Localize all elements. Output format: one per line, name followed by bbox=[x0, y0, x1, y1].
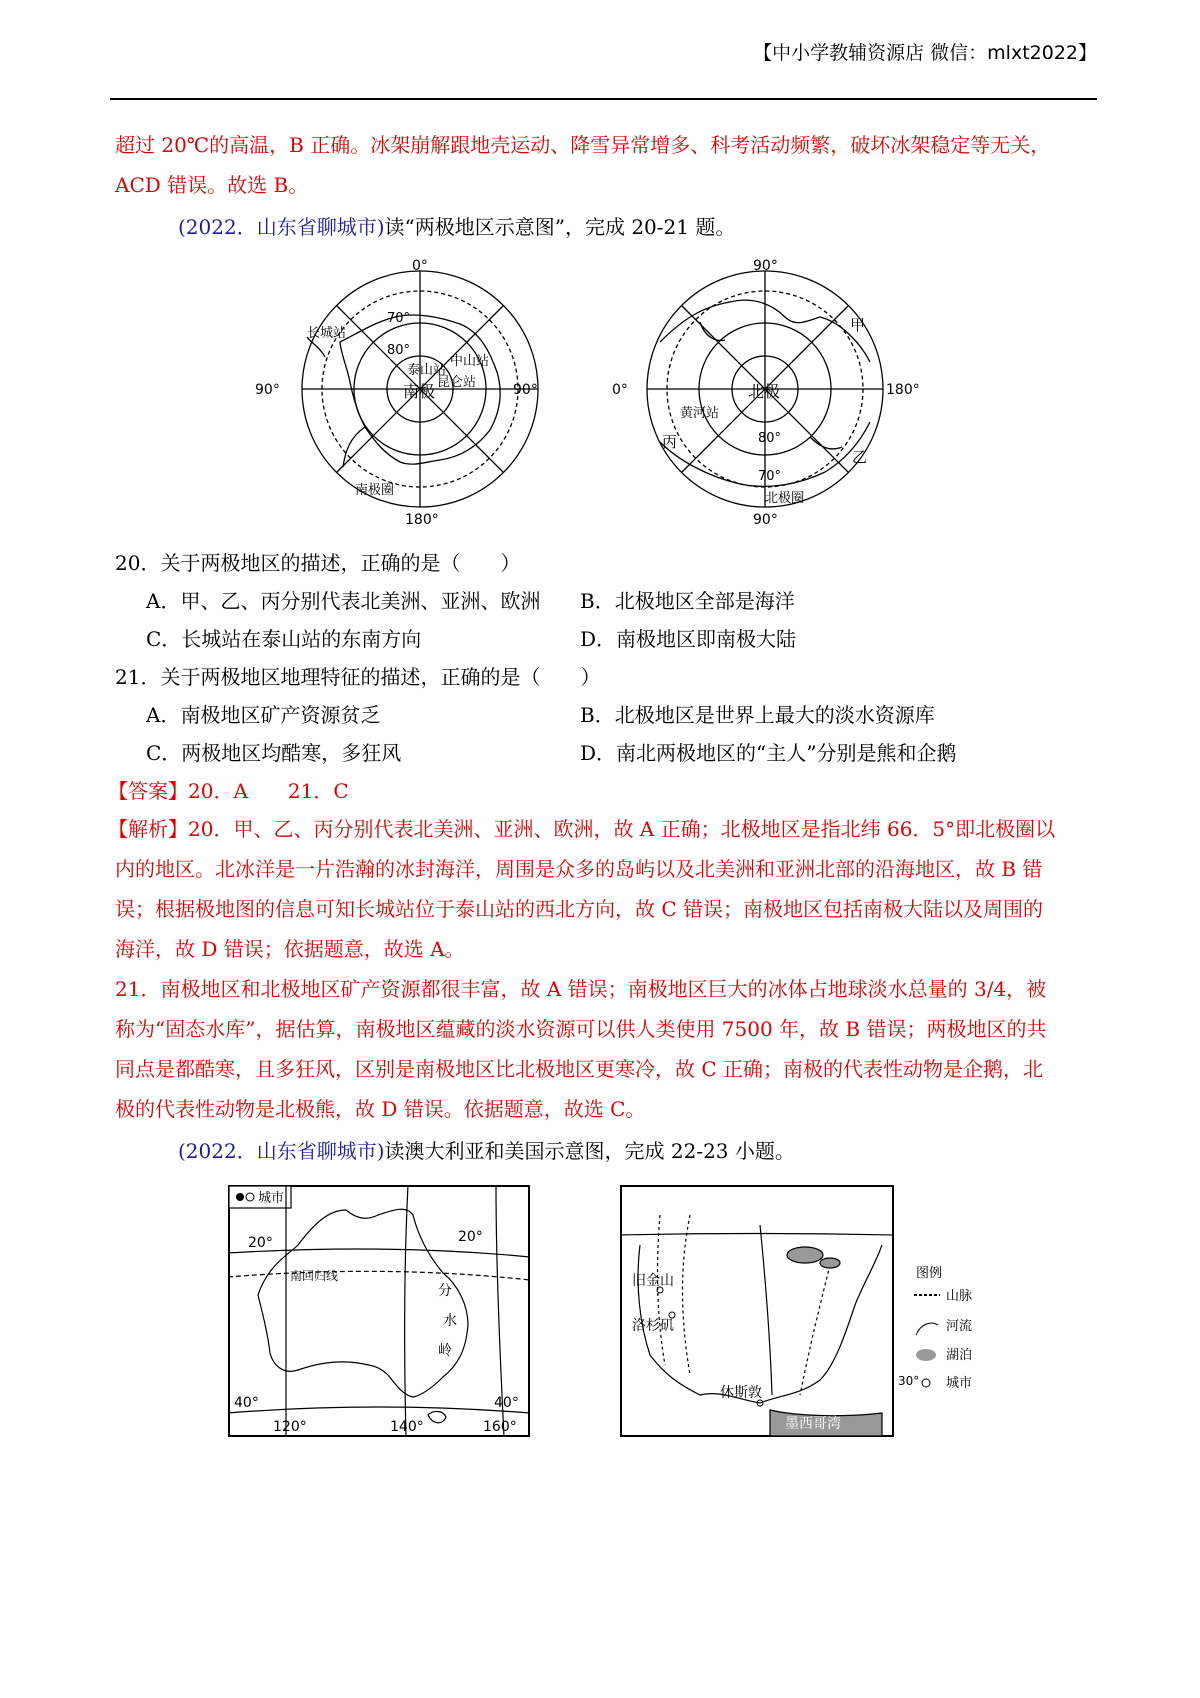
north-label-top: 90° bbox=[753, 258, 778, 274]
station-zhongshan: 中山站 bbox=[450, 354, 490, 369]
intro-source: (2022．山东省聊城市) bbox=[178, 215, 385, 239]
us-legend-city: 城市 bbox=[946, 1376, 973, 1391]
north-lat80: 80° bbox=[758, 431, 782, 446]
analysis-line-1 bbox=[108, 814, 1055, 844]
q21-option-d: D．南北两极地区的“主人”分别是熊和企鹅 bbox=[580, 741, 957, 765]
north-lat70: 70° bbox=[758, 469, 782, 484]
station-huanghe: 黄河站 bbox=[680, 406, 720, 421]
aus-range-char-2: 水 bbox=[443, 1313, 457, 1329]
analysis-line-3: 误；根据极地图的信息可知长城站位于泰山站的西北方向，故 C 错误；南极地区包括南极大陆以及周围的 bbox=[115, 897, 1044, 921]
intro-22-23 bbox=[178, 1136, 795, 1166]
us-legend-river: 河流 bbox=[946, 1319, 973, 1334]
south-label-left: 90° bbox=[255, 382, 280, 398]
south-circle-label: 南极圈 bbox=[355, 483, 395, 498]
page-header bbox=[110, 38, 1097, 100]
analysis-line-2: 内的地区。北冰洋是一片浩瀚的冰封海洋，周围是众多的岛屿以及北美洲和亚洲北部的沿海地区，故 B 错 bbox=[115, 857, 1043, 881]
us-map bbox=[620, 1185, 1000, 1437]
answer-label: 【答案】 bbox=[108, 779, 188, 803]
q21-option-c: C．两极地区均酷寒，多狂风 bbox=[146, 741, 402, 765]
analysis-line-4: 海洋，故 D 错误；依据题意，故选 A。 bbox=[115, 937, 465, 961]
q21-stem: 21．关于两极地区地理特征的描述，正确的是（ ） bbox=[115, 665, 601, 689]
us-legend-mountain: 山脉 bbox=[946, 1289, 973, 1304]
aus-legend-city: 城市 bbox=[258, 1191, 285, 1206]
aus-lon120: 120° bbox=[273, 1419, 307, 1435]
south-lat70: 70° bbox=[387, 311, 411, 326]
south-center-label: 南极 bbox=[403, 382, 436, 401]
analysis-line-8: 极的代表性动物是北极熊，故 D 错误。依据题意，故选 C。 bbox=[115, 1097, 646, 1121]
prev-analysis-line-1: 超过 20℃的高温，B 正确。冰架崩解跟地壳运动、降雪异常增多、科考活动频繁，破坏冰架稳定等无关， bbox=[115, 133, 1051, 157]
q20-option-d: D．南极地区即南极大陆 bbox=[580, 627, 797, 651]
label-yi: 乙 bbox=[852, 448, 868, 466]
station-changcheng: 长城站 bbox=[307, 326, 347, 341]
north-circle-label: 北极圈 bbox=[765, 491, 805, 506]
aus-lat40-right: 40° bbox=[494, 1395, 519, 1411]
us-lat30: 30° bbox=[898, 1374, 920, 1388]
australia-map bbox=[228, 1185, 530, 1437]
analysis-label: 【解析】 bbox=[108, 817, 188, 841]
aus-lon140: 140° bbox=[390, 1419, 424, 1435]
q21-option-a: A．南极地区矿产资源贫乏 bbox=[146, 703, 381, 727]
north-pole-map bbox=[612, 258, 920, 552]
south-lat80: 80° bbox=[387, 343, 411, 358]
north-label-bottom: 90° bbox=[753, 512, 778, 528]
q20-option-b: B．北极地区全部是海洋 bbox=[580, 589, 795, 613]
intro2-text: 读澳大利亚和美国示意图，完成 22-23 小题。 bbox=[384, 1139, 795, 1163]
label-jia: 甲 bbox=[850, 316, 866, 334]
q20-option-a: A．甲、乙、丙分别代表北美洲、亚洲、欧洲 bbox=[146, 589, 541, 613]
aus-range-char-1: 分 bbox=[438, 1283, 452, 1299]
south-pole-map bbox=[255, 258, 565, 552]
label-bing: 丙 bbox=[662, 433, 678, 451]
south-label-bottom: 180° bbox=[405, 512, 439, 528]
intro-20-21 bbox=[178, 212, 735, 242]
station-kunlun: 昆仑站 bbox=[437, 375, 477, 390]
analysis-text-1: 20．甲、乙、丙分别代表北美洲、亚洲、欧洲，故 A 正确；北极地区是指北纬 66．5°即北极圈以 bbox=[188, 817, 1056, 841]
aus-lat20-left: 20° bbox=[248, 1235, 273, 1251]
answer-text: 20．A 21．C bbox=[188, 779, 349, 803]
us-city-sf: 旧金山 bbox=[632, 1273, 674, 1289]
q20-stem: 20．关于两极地区的描述，正确的是（ ） bbox=[115, 551, 521, 575]
intro2-source: (2022．山东省聊城市) bbox=[178, 1139, 385, 1163]
intro-text: 读“两极地区示意图”，完成 20-21 题。 bbox=[384, 215, 736, 239]
header-text: 【中小学教辅资源店 微信：mlxt2022】 bbox=[753, 42, 1097, 64]
aus-lat20-right: 20° bbox=[458, 1229, 483, 1245]
us-legend-title: 图例 bbox=[916, 1266, 943, 1281]
north-center-label: 北极 bbox=[748, 382, 781, 401]
aus-range-char-3: 岭 bbox=[438, 1343, 452, 1359]
analysis-line-5: 21．南极地区和北极地区矿产资源都很丰富，故 A 错误；南极地区巨大的冰体占地球淡水总量的 3/4，被 bbox=[115, 977, 1047, 1001]
north-label-right: 180° bbox=[886, 382, 920, 398]
south-label-right: 90° bbox=[513, 382, 538, 398]
aus-lon160: 160° bbox=[483, 1419, 517, 1435]
analysis-line-6: 称为“固态水库”，据估算，南极地区蕴藏的淡水资源可以供人类使用 7500 年，故 B 错误；两极地区的共 bbox=[115, 1017, 1047, 1041]
q21-option-b: B．北极地区是世界上最大的淡水资源库 bbox=[580, 703, 935, 727]
south-label-top: 0° bbox=[412, 258, 428, 274]
aus-lat40-left: 40° bbox=[234, 1395, 259, 1411]
us-gulf: 墨西哥湾 bbox=[785, 1416, 841, 1432]
us-city-la: 洛杉矶 bbox=[632, 1318, 674, 1334]
us-city-houston: 休斯敦 bbox=[720, 1385, 762, 1401]
analysis-line-7: 同点是都酷寒，且多狂风，区别是南极地区比北极地区更寒冷，故 C 正确；南极的代表性动物是企鹅，北 bbox=[115, 1057, 1044, 1081]
north-label-left: 0° bbox=[612, 382, 628, 398]
aus-tropic: 南回归线 bbox=[290, 1269, 339, 1283]
station-taishan: 泰山站 bbox=[407, 363, 447, 378]
answer-line bbox=[108, 776, 349, 806]
prev-analysis-line-2: ACD 错误。故选 B。 bbox=[115, 173, 309, 197]
us-legend-lake: 湖泊 bbox=[946, 1348, 973, 1363]
q20-option-c: C．长城站在泰山站的东南方向 bbox=[146, 627, 422, 651]
